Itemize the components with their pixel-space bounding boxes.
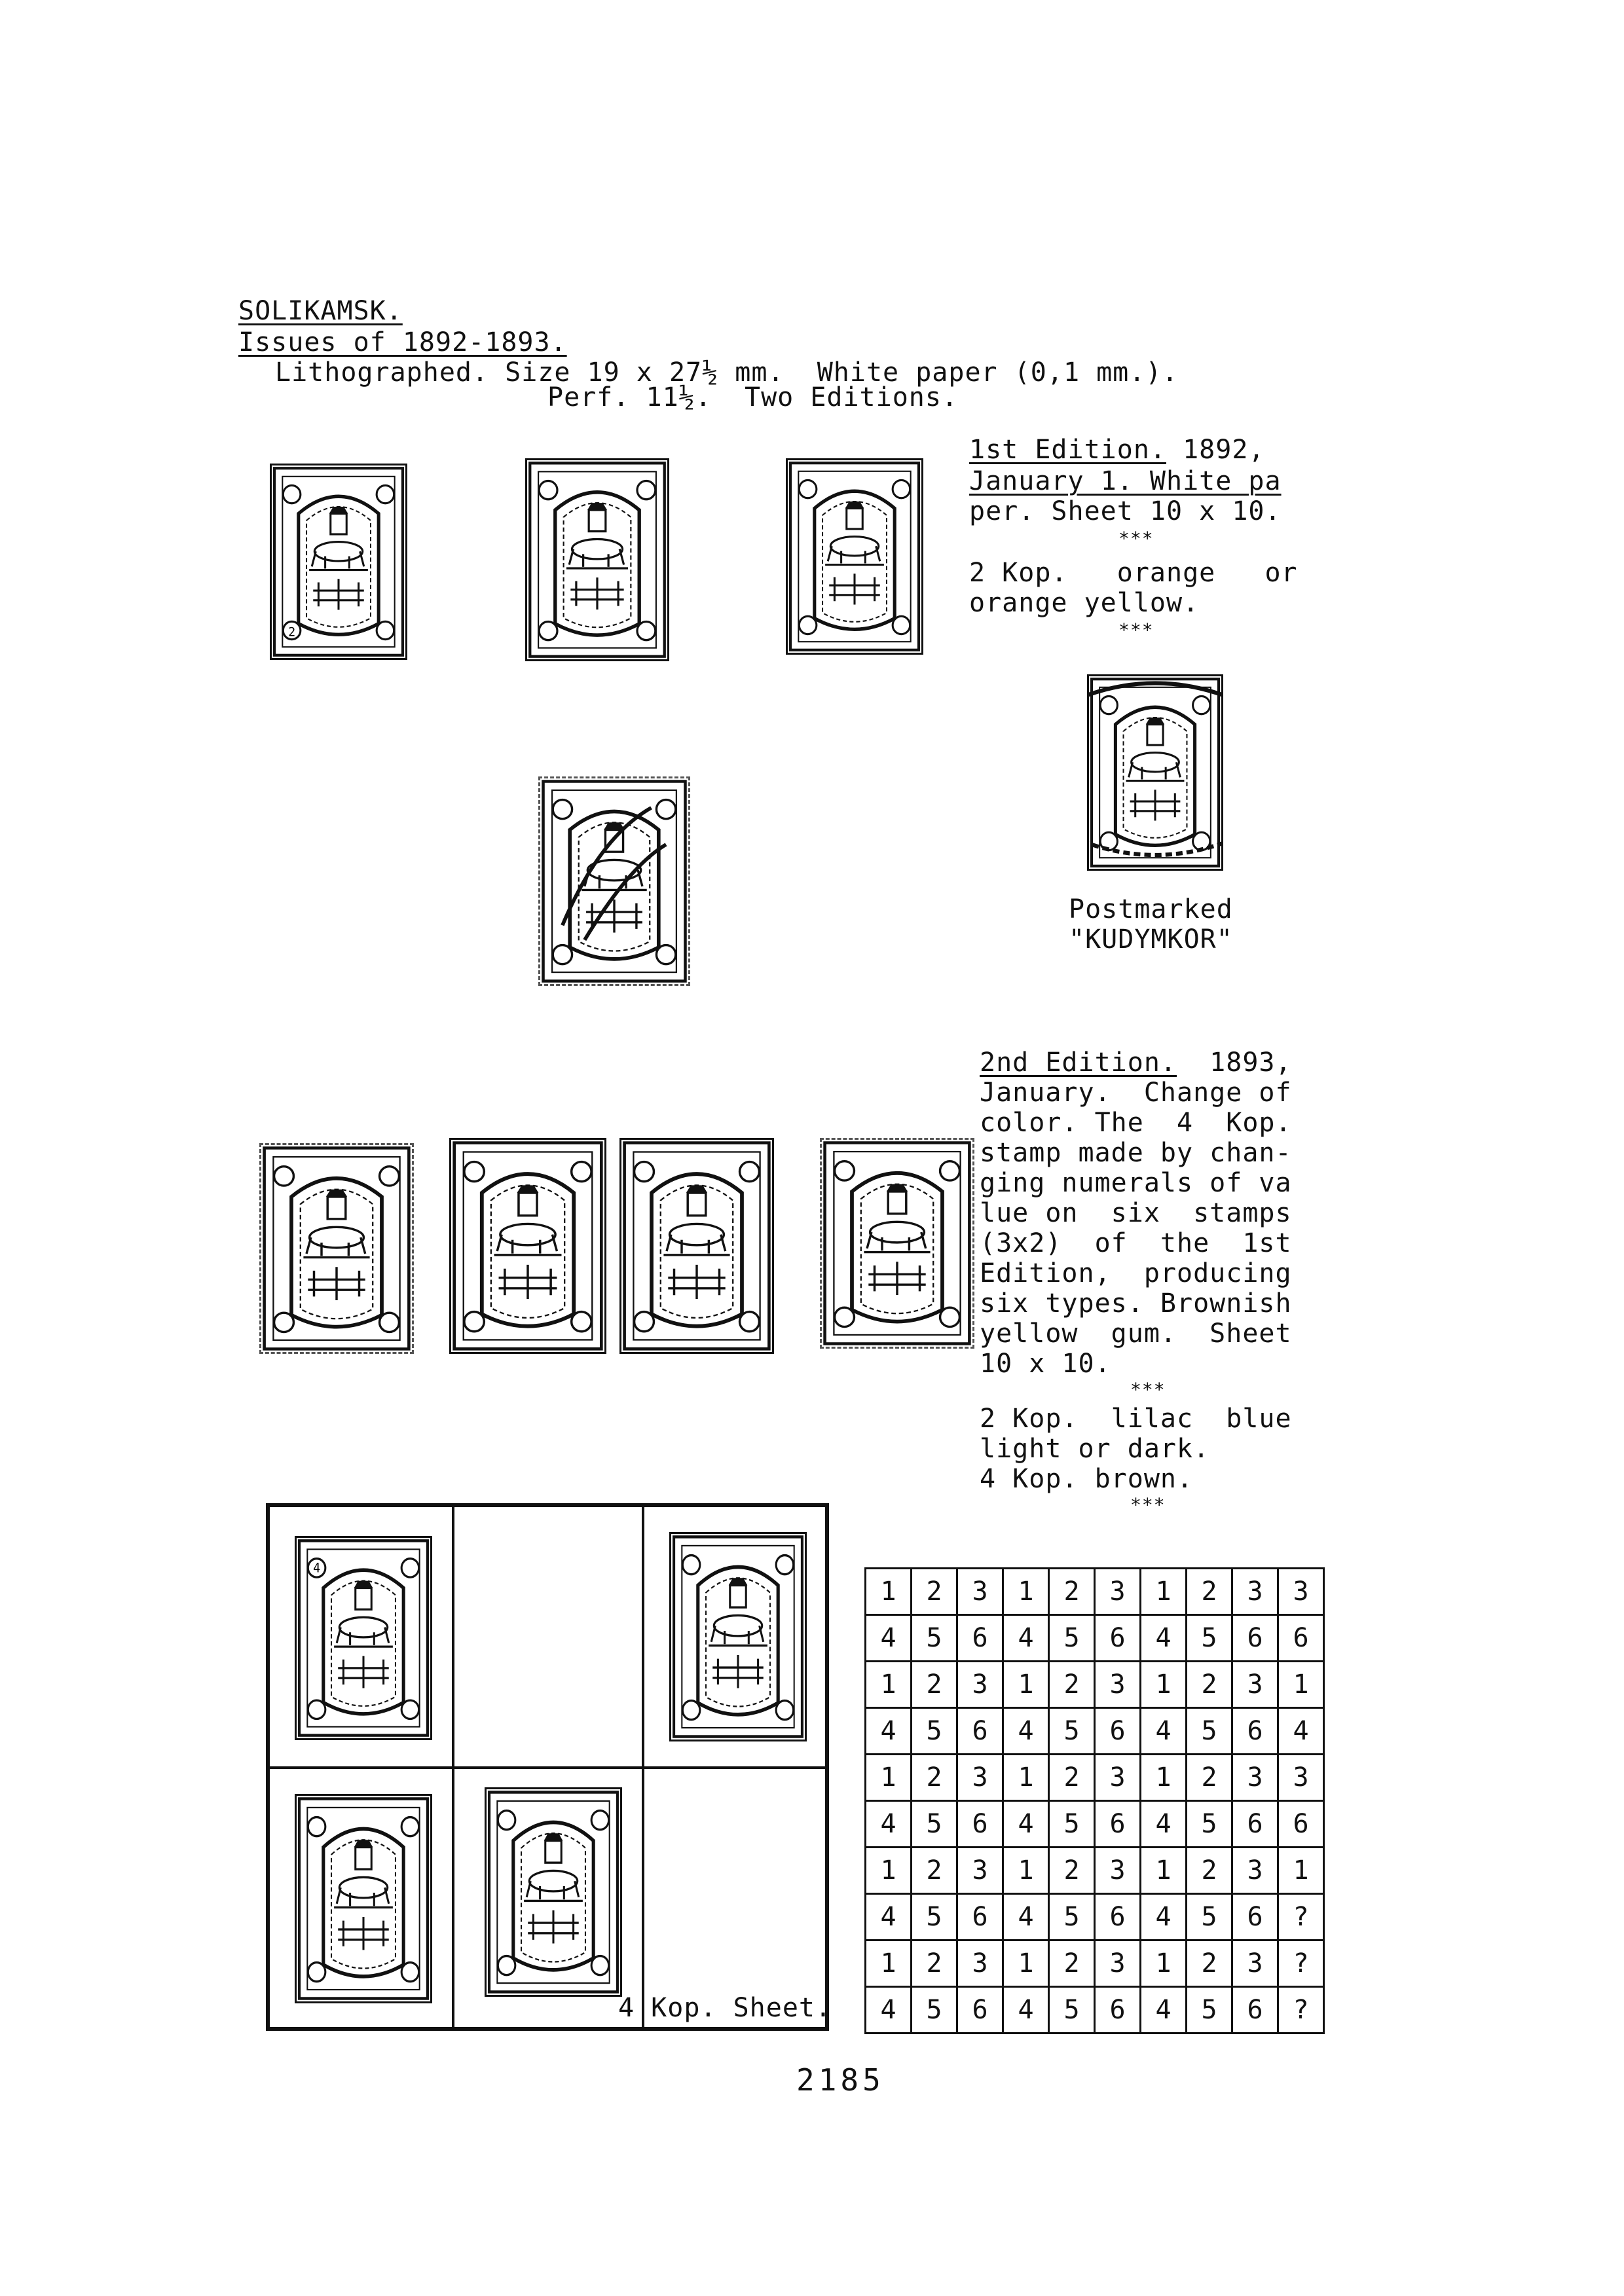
grid-cell: ? (1278, 1894, 1324, 1941)
grid-row (866, 1569, 1324, 1615)
second-edition-line: ging numerals of va (980, 1168, 1292, 1198)
second-edition-line1: 2nd Edition. 1893, (980, 1048, 1292, 1078)
grid-cell: 2 (912, 1755, 957, 1801)
first-edition-line3: per. Sheet 10 x 10. (969, 496, 1282, 526)
grid-cell: 3 (1095, 1755, 1141, 1801)
page-number: 2185 (796, 2062, 885, 2098)
grid-cell: 6 (1095, 1615, 1141, 1662)
stamp-four-kop-3 (295, 1794, 432, 2003)
first-edition-line4: 2 Kop. orange or (969, 558, 1298, 588)
stamp-first-edition-2 (525, 458, 669, 661)
stamp-postmarked-kudymkor (1087, 674, 1223, 871)
first-edition-line1: 1st Edition. 1892, (969, 435, 1265, 465)
grid-cell: 5 (912, 1894, 957, 1941)
issues-line (238, 327, 567, 357)
grid-cell: 5 (1187, 1801, 1232, 1848)
grid-cell: 4 (1141, 1615, 1187, 1662)
grid-cell: 6 (1278, 1801, 1324, 1848)
grid-row (866, 1801, 1324, 1848)
grid-cell: 5 (1049, 1615, 1095, 1662)
grid-cell: 1 (1278, 1848, 1324, 1894)
grid-cell: 3 (957, 1755, 1003, 1801)
grid-cell: 3 (1095, 1848, 1141, 1894)
second-edition-line: yellow gum. Sheet (980, 1319, 1292, 1349)
second-edition-text (980, 1048, 1292, 1516)
grid-cell: 1 (1141, 1662, 1187, 1708)
sheet-caption: 4 Kop. Sheet. (618, 1993, 832, 2023)
grid-cell: 5 (1187, 1987, 1232, 2033)
stamp-second-edition-4 (820, 1138, 974, 1349)
grid-cell: 3 (1278, 1569, 1324, 1615)
grid-cell: 5 (1049, 1894, 1095, 1941)
grid-cell: 4 (1003, 1615, 1049, 1662)
grid-cell: 2 (1187, 1662, 1232, 1708)
grid-cell: 2 (1187, 1848, 1232, 1894)
grid-cell: 5 (912, 1987, 957, 2033)
grid-cell: 5 (912, 1801, 957, 1848)
grid-cell: 3 (957, 1848, 1003, 1894)
grid-cell: 1 (1141, 1755, 1187, 1801)
grid-cell: 1 (1003, 1569, 1049, 1615)
stamp-second-edition-2 (449, 1138, 606, 1354)
grid-cell: 6 (1232, 1708, 1278, 1755)
second-edition-color: 4 Kop. brown. (980, 1464, 1194, 1494)
grid-cell: 4 (1003, 1894, 1049, 1941)
grid-cell: ? (1278, 1987, 1324, 2033)
grid-cell: 5 (1187, 1894, 1232, 1941)
grid-cell: 3 (1095, 1941, 1141, 1987)
grid-cell: 6 (957, 1615, 1003, 1662)
grid-cell: 3 (957, 1941, 1003, 1987)
grid-row (866, 1848, 1324, 1894)
grid-row (866, 1941, 1324, 1987)
grid-cell: 4 (866, 1987, 912, 2033)
second-edition-line: lue on six stamps (980, 1198, 1292, 1228)
grid-row (866, 1615, 1324, 1662)
perforation-line: Perf. 11½. Two Editions. (547, 382, 959, 412)
grid-cell: 1 (866, 1662, 912, 1708)
grid-cell: 2 (1049, 1755, 1095, 1801)
stamp-four-kop-4 (485, 1787, 622, 1997)
grid-cell: 4 (1003, 1708, 1049, 1755)
grid-cell: 1 (1278, 1662, 1324, 1708)
grid-cell: 1 (1141, 1941, 1187, 1987)
grid-cell: 4 (866, 1708, 912, 1755)
second-edition-line: stamp made by chan- (980, 1138, 1292, 1168)
grid-row (866, 1708, 1324, 1755)
grid-row (866, 1755, 1324, 1801)
grid-cell: 2 (1049, 1941, 1095, 1987)
grid-cell: 1 (1141, 1848, 1187, 1894)
grid-cell: 6 (1232, 1801, 1278, 1848)
four-kop-sheet (266, 1503, 829, 2031)
grid-cell: 2 (912, 1569, 957, 1615)
second-edition-color: light or dark. (980, 1434, 1210, 1464)
second-edition-line: six types. Brownish (980, 1288, 1292, 1319)
postmark-caption-2: "KUDYMKOR" (1069, 924, 1233, 955)
grid-cell: 5 (1187, 1708, 1232, 1755)
first-edition-line2: January 1. White pa (969, 466, 1282, 496)
grid-row (866, 1662, 1324, 1708)
grid-cell: 1 (866, 1941, 912, 1987)
grid-cell: 4 (866, 1615, 912, 1662)
grid-cell: 5 (912, 1615, 957, 1662)
grid-cell: 6 (1278, 1615, 1324, 1662)
second-edition-line: 10 x 10. (980, 1349, 1111, 1379)
grid-cell: 4 (1141, 1708, 1187, 1755)
separator: *** (1118, 528, 1154, 549)
grid-cell: 6 (1095, 1987, 1141, 2033)
grid-cell: 5 (1049, 1708, 1095, 1755)
grid-cell: 2 (912, 1662, 957, 1708)
type-numbering-grid (864, 1567, 1325, 2034)
stamp-second-edition-3 (619, 1138, 774, 1354)
grid-cell: 1 (1003, 1662, 1049, 1708)
grid-cell: 2 (1187, 1569, 1232, 1615)
grid-cell: 4 (866, 1894, 912, 1941)
grid-cell: 6 (1232, 1987, 1278, 2033)
grid-cell: 1 (866, 1569, 912, 1615)
grid-cell: 2 (1187, 1755, 1232, 1801)
grid-cell: 3 (1232, 1755, 1278, 1801)
grid-row (866, 1894, 1324, 1941)
grid-cell: 4 (1003, 1987, 1049, 2033)
grid-cell: 6 (957, 1708, 1003, 1755)
grid-cell: 3 (1095, 1569, 1141, 1615)
grid-cell: 6 (1232, 1894, 1278, 1941)
grid-cell: 1 (1141, 1569, 1187, 1615)
description-line: Lithographed. Size 19 x 27½ mm. White paper (0,1 mm.). (275, 357, 1179, 388)
grid-cell: 4 (1141, 1894, 1187, 1941)
grid-cell: 6 (1232, 1615, 1278, 1662)
second-edition-color: 2 Kop. lilac blue (980, 1404, 1292, 1434)
grid-cell: 5 (1049, 1987, 1095, 2033)
first-edition-line5: orange yellow. (969, 588, 1200, 618)
grid-cell: 5 (912, 1708, 957, 1755)
grid-cell: 6 (957, 1987, 1003, 2033)
grid-cell: 4 (1141, 1801, 1187, 1848)
stamp-first-edition-3 (786, 458, 923, 655)
grid-cell: 6 (957, 1894, 1003, 1941)
grid-cell: 4 (1278, 1708, 1324, 1755)
grid-cell: 2 (1049, 1848, 1095, 1894)
grid-cell: 4 (866, 1801, 912, 1848)
grid-cell: 4 (1003, 1801, 1049, 1848)
grid-cell: 4 (1141, 1987, 1187, 2033)
second-edition-line: (3x2) of the 1st (980, 1228, 1292, 1258)
grid-cell: 3 (957, 1662, 1003, 1708)
grid-cell: 6 (1095, 1894, 1141, 1941)
grid-row (866, 1987, 1324, 2033)
sheet-cell-empty (453, 1506, 643, 1768)
separator: *** (1130, 1494, 1166, 1516)
second-edition-line: Edition, producing (980, 1258, 1292, 1288)
grid-cell: 2 (1049, 1662, 1095, 1708)
grid-cell: 5 (1049, 1801, 1095, 1848)
stamp-second-edition-1 (259, 1143, 414, 1354)
stamp-first-edition-1 (270, 464, 407, 660)
grid-cell: 6 (957, 1801, 1003, 1848)
second-edition-line: January. Change of (980, 1078, 1292, 1108)
grid-cell: 2 (1049, 1569, 1095, 1615)
grid-cell: 3 (1278, 1755, 1324, 1801)
issues-text: Issues of 1892-1893. (238, 327, 567, 357)
separator: *** (1130, 1379, 1166, 1400)
separator: *** (1118, 619, 1154, 641)
grid-cell: 1 (1003, 1941, 1049, 1987)
grid-cell: 3 (957, 1569, 1003, 1615)
page-title: SOLIKAMSK. (238, 296, 403, 326)
grid-cell: 2 (1187, 1941, 1232, 1987)
grid-cell: 3 (1232, 1848, 1278, 1894)
grid-cell: 2 (912, 1848, 957, 1894)
stamp-four-kop-1 (295, 1536, 432, 1740)
first-edition-heading: 1st Edition. (969, 435, 1166, 465)
stamp-four-kop-2 (669, 1532, 807, 1741)
grid-cell: 3 (1095, 1662, 1141, 1708)
grid-cell: 2 (912, 1941, 957, 1987)
grid-cell: 3 (1232, 1569, 1278, 1615)
grid-cell: 1 (866, 1848, 912, 1894)
second-edition-line: color. The 4 Kop. (980, 1108, 1292, 1138)
second-edition-heading: 2nd Edition. (980, 1048, 1177, 1078)
grid-cell: 1 (866, 1755, 912, 1801)
sheet-cell-empty (643, 1768, 826, 2028)
grid-cell: 1 (1003, 1755, 1049, 1801)
grid-cell: 1 (1003, 1848, 1049, 1894)
grid-cell: 3 (1232, 1662, 1278, 1708)
grid-cell: ? (1278, 1941, 1324, 1987)
stamp-cancelled (538, 776, 690, 986)
svg-text:4: 4 (313, 1560, 321, 1576)
grid-cell: 6 (1095, 1708, 1141, 1755)
svg-text:2: 2 (288, 625, 296, 640)
grid-cell: 6 (1095, 1801, 1141, 1848)
grid-cell: 3 (1232, 1941, 1278, 1987)
postmark-caption-1: Postmarked (1069, 894, 1233, 924)
grid-cell: 5 (1187, 1615, 1232, 1662)
